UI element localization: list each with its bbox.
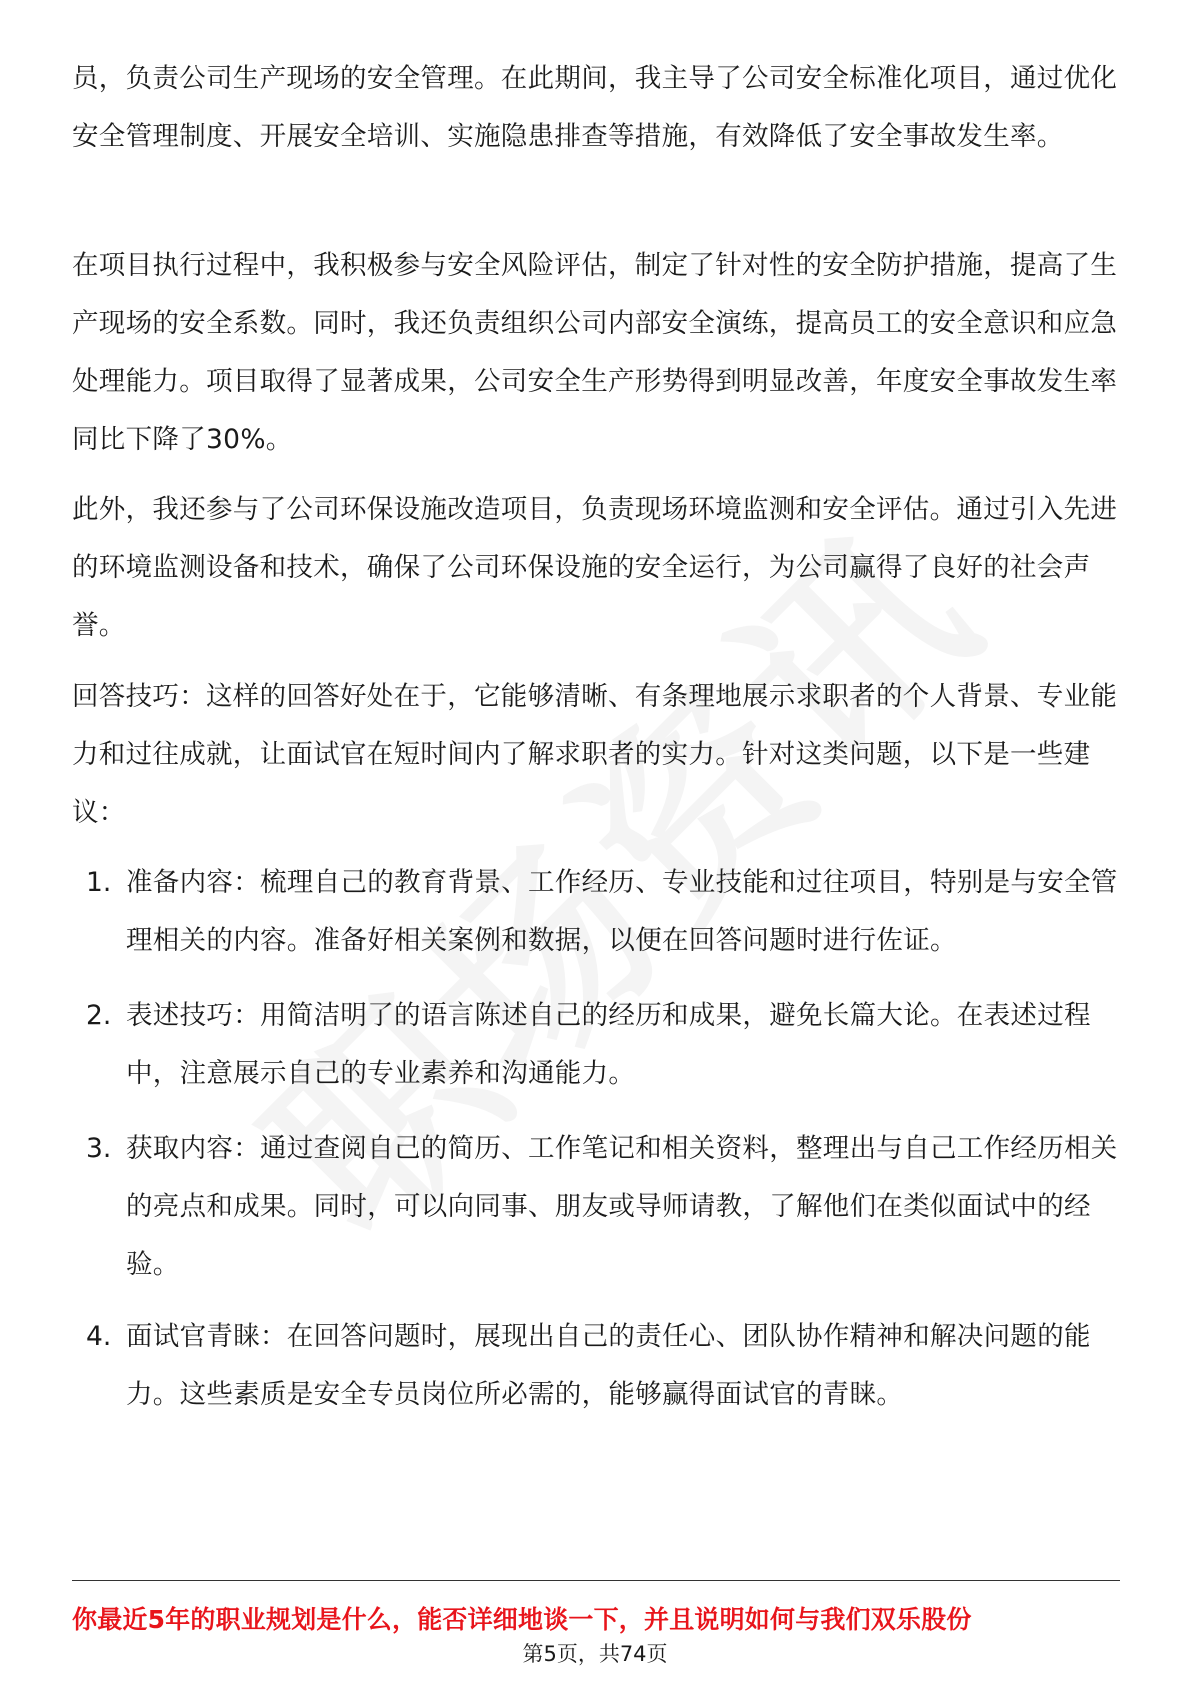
- page-number: 第5页，共74页: [522, 1642, 668, 1666]
- list-text: 获取内容：通过查阅自己的简历、工作笔记和相关资料，整理出与自己工作经历相关的亮点和成果。同时，可以向同事、朋友或导师请教，了解他们在类似面试中的经验。: [126, 1133, 1118, 1280]
- list-text: 面试官青睐：在回答问题时，展现出自己的责任心、团队协作精神和解决问题的能力。这些素质是安全专员岗位所必需的，能够赢得面试官的青睐。: [126, 1321, 1091, 1410]
- list-number: 1.: [86, 867, 112, 898]
- footer-question: 你最近5年的职业规划是什么，能否详细地谈一下，并且说明如何与我们双乐股份: [72, 1605, 972, 1634]
- paragraph-experience: 员，负责公司生产现场的安全管理。在此期间，我主导了公司安全标准化项目，通过优化安全管理制度、开展安全培训、实施隐患排查等措施，有效降低了安全事故发生率。: [72, 63, 1118, 152]
- paragraph-answer-tips: 回答技巧：这样的回答好处在于，它能够清晰、有条理地展示求职者的个人背景、专业能力和过往成就，让面试官在短时间内了解求职者的实力。针对这类问题，以下是一些建议：: [72, 681, 1118, 828]
- list-text: 准备内容：梳理自己的教育背景、工作经历、专业技能和过往项目，特别是与安全管理相关的内容。准备好相关案例和数据，以便在回答问题时进行佐证。: [126, 867, 1118, 956]
- footer-divider: [72, 1580, 1120, 1581]
- paragraph-project-execution: 在项目执行过程中，我积极参与安全风险评估，制定了针对性的安全防护措施，提高了生产现场的安全系数。同时，我还负责组织公司内部安全演练，提高员工的安全意识和应急处理能力。项目取得了显著成果，公司安全生产形势得到明显改善，年度安全事故发生率同比下降了30%。: [72, 250, 1118, 455]
- paragraph-environment-project: 此外，我还参与了公司环保设施改造项目，负责现场环境监测和安全评估。通过引入先进的环境监测设备和技术，确保了公司环保设施的安全运行，为公司赢得了良好的社会声誉。: [72, 494, 1118, 641]
- list-text: 表述技巧：用简洁明了的语言陈述自己的经历和成果，避免长篇大论。在表述过程中，注意展示自己的专业素养和沟通能力。: [126, 1000, 1091, 1089]
- list-number: 2.: [86, 1000, 112, 1031]
- list-number: 3.: [86, 1133, 112, 1164]
- list-number: 4.: [86, 1321, 112, 1352]
